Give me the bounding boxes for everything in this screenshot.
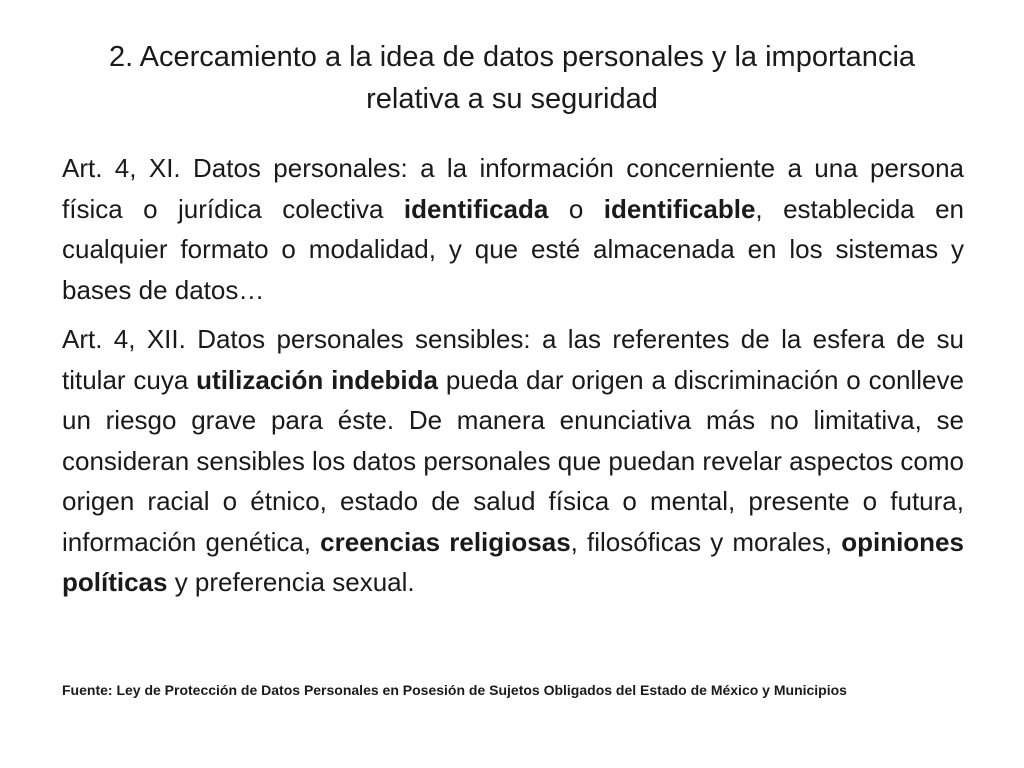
bold-term-opiniones-politicas: opiniones políticas (62, 526, 964, 597)
paragraph-art-4-xii (62, 319, 964, 603)
bold-term-identificada: identificada (403, 193, 549, 224)
slide-body (62, 148, 964, 612)
paragraph-art-4-xi (62, 148, 964, 310)
bold-term-utilizacion-indebida: utilización indebida (196, 364, 438, 395)
text-segment: , establecida en cualquier formato o modalidad, y que esté almacenada en los sistemas y bases de datos… (62, 193, 964, 305)
text-segment: , filosóficas y morales, (570, 526, 842, 557)
text-segment: Art. 4, XII. Datos personales sensibles: a las referentes de la esfera de su titular cuya (62, 324, 964, 395)
slide-title: 2. Acercamiento a la idea de datos personales y la importancia relativa a su seguridad (108, 41, 916, 115)
text-segment: y preferencia sexual. (167, 567, 415, 597)
source-citation: Fuente: Ley de Protección de Datos Personales en Posesión de Sujetos Obligados del Estado de México y Municipios (62, 682, 847, 698)
text-segment: Art. 4, XI. Datos personales: a la información concerniente a una persona física o jurídica colectiva (62, 153, 964, 224)
bold-term-identificable: identificable (603, 193, 756, 224)
text-segment: pueda dar origen a discriminación o conlleve un riesgo grave para éste. De manera enunciativa más no limitativa, se consideran sensibles los datos personales que puedan revelar aspectos como origen racial o étnico, estado de salud física o mental, presente o futura, información genética, (62, 364, 964, 557)
text-segment: o (548, 193, 604, 224)
bold-term-creencias-religiosas: creencias religiosas (320, 526, 571, 557)
